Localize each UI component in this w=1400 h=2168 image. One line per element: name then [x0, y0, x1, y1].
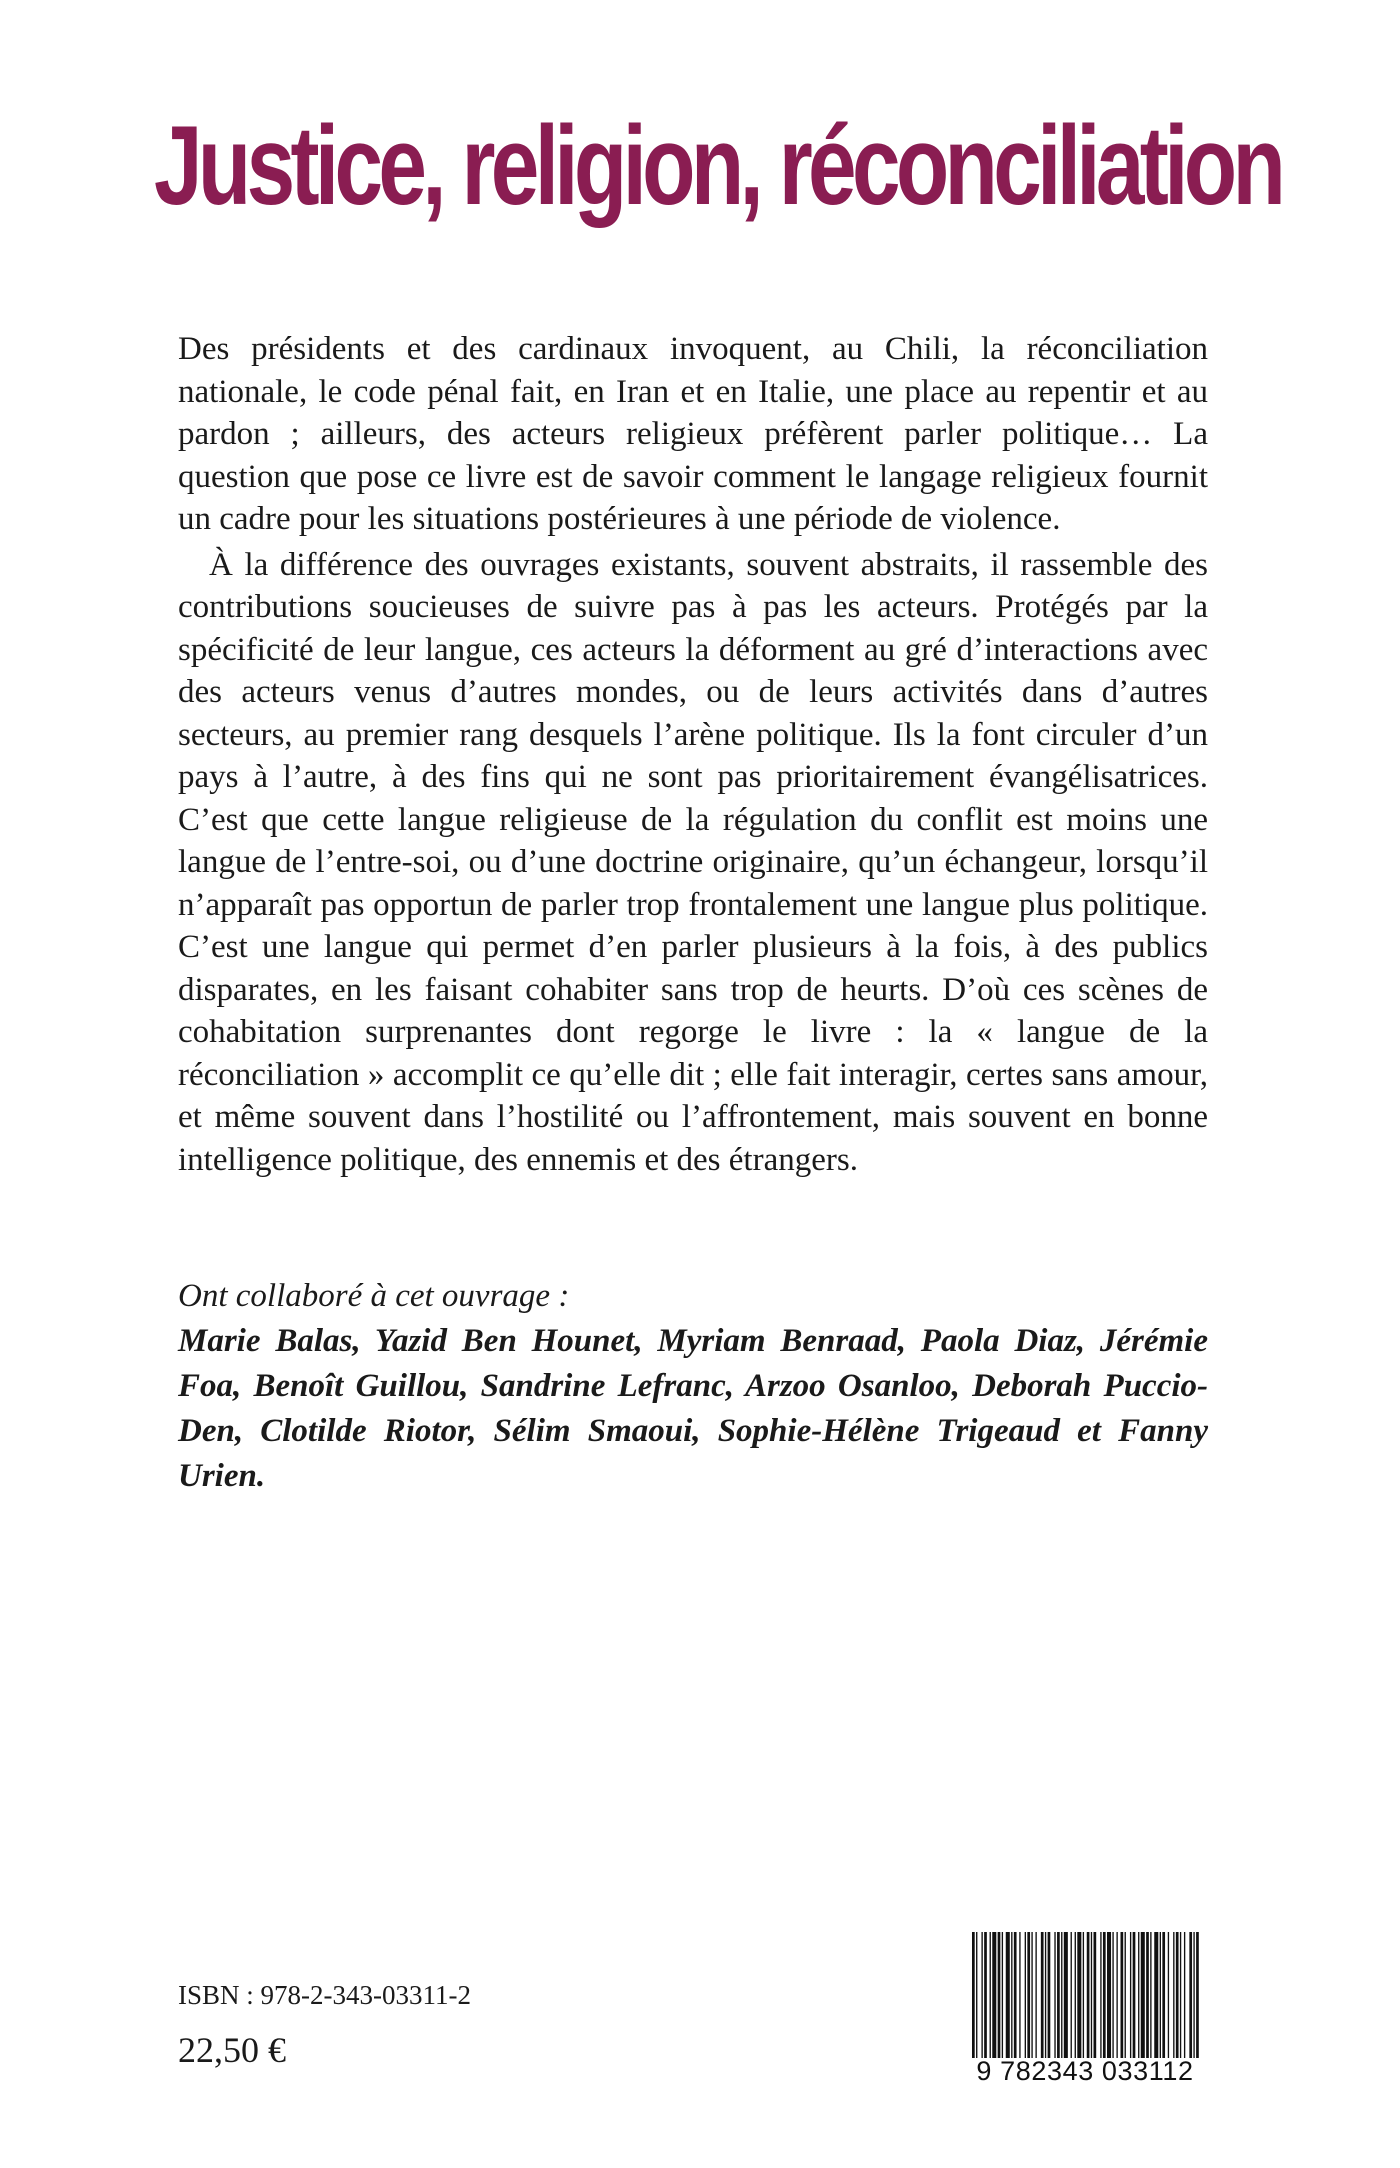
barcode-bar	[984, 1932, 987, 2072]
barcode-bar	[990, 1932, 991, 2072]
isbn: ISBN : 978-2-343-03311-2	[178, 1980, 471, 2010]
blurb	[178, 328, 1208, 1181]
barcode-bar	[1083, 1932, 1084, 2072]
barcode-bar	[1077, 1932, 1081, 2072]
barcode-bar	[976, 1932, 977, 2072]
contributors-list: Marie Balas, Yazid Ben Hounet, Myriam Benraad, Paola Diaz, Jérémie Foa, Benoît Guillou, Sandrine Lefranc, Arzoo Osanloo, Deborah Puccio-Den, Clotilde Riotor, Sélim Smaoui, Sophie-Hélène Trigeaud et Fanny Urien.	[178, 1323, 1208, 1494]
barcode-bar	[1014, 1932, 1017, 2072]
barcode-bar	[1054, 1932, 1055, 2072]
barcode-bar	[1019, 1932, 1020, 2072]
barcode-bar	[1130, 1932, 1131, 2072]
barcode-bar	[998, 1932, 1001, 2072]
barcode-bar	[1133, 1932, 1136, 2072]
barcode-bar	[1006, 1932, 1010, 2072]
barcode-bar	[1176, 1932, 1179, 2072]
barcode-bar	[1160, 1932, 1161, 2072]
barcode	[968, 1932, 1202, 2094]
barcode-bar	[1150, 1932, 1151, 2072]
barcode-bar	[1061, 1932, 1062, 2072]
blurb-paragraph-1: Des présidents et des cardinaux invoquent, au Chili, la réconciliation nationale, le code pénal fait, en Iran et en Italie, une place au repentir et au pardon ; ailleurs, des acteurs religieux préfèrent parler politique… La question que pose ce livre est de savoir comment le langage religieux fournit un cadre pour les situations postérieures à une période de violence.	[178, 331, 1208, 537]
book-title: Justice, religion, réconciliation	[154, 103, 1282, 228]
barcode-bar	[1041, 1932, 1044, 2072]
contributors-section	[178, 1274, 1208, 1499]
barcode-bar	[1193, 1932, 1194, 2072]
barcode-bar	[1048, 1932, 1051, 2072]
barcode-bar	[1125, 1932, 1126, 2072]
barcode-bar	[1091, 1932, 1092, 2072]
barcode-bar	[1002, 1932, 1003, 2072]
barcode-bar	[1141, 1932, 1145, 2072]
barcode-bar	[1064, 1932, 1068, 2072]
barcode-bar	[1138, 1932, 1139, 2072]
barcode-bar	[1025, 1932, 1026, 2072]
barcode-bar	[1180, 1932, 1181, 2072]
barcode-bar	[1087, 1932, 1090, 2072]
barcode-bar	[1011, 1932, 1012, 2072]
barcode-bar	[992, 1932, 996, 2072]
barcode-bar	[1071, 1932, 1072, 2072]
barcode-bars	[968, 1932, 1202, 2072]
barcode-bar	[1107, 1932, 1111, 2072]
barcode-bar	[1112, 1932, 1113, 2072]
contributors-intro: Ont collaboré à cet ouvrage :	[178, 1278, 570, 1314]
barcode-bar	[1154, 1932, 1158, 2072]
barcode-bar	[1045, 1932, 1046, 2072]
barcode-bar	[972, 1932, 975, 2072]
barcode-bar	[1116, 1932, 1117, 2072]
price: 22,50 €	[178, 2030, 286, 2070]
blurb-paragraph-2: À la différence des ouvrages existants, souvent abstraits, il rassemble des contributions soucieuses de suivre pas à pas les acteurs. Protégés par la spécificité de leur langue, ces acteurs la déforment au gré d’interactions avec des acteurs venus d’autres mondes, ou de leurs activités dans d’autres secteurs, au premier rang desquels l’arène politique. Ils la font circuler d’un pays à l’autre, à des fins qui ne sont pas prioritairement évangélisatrices. C’est que cette langue religieuse de la régulation du conflit est moins une langue de l’entre-soi, ou d’une doctrine originaire, qu’un échangeur, lorsqu’il n’apparaît pas opportun de parler trop frontalement une langue plus politique. C’est une langue qui permet d’en parler plusieurs à la fois, à des publics disparates, en les faisant cohabiter sans trop de heurts. D’où ces scènes de cohabitation surprenantes dont regorge le livre : la « langue de la réconciliation » accomplit ce qu’elle dit ; elle fait interagir, certes sans amour, et même souvent dans l’hostilité ou l’affrontement, mais souvent en bonne intelligence politique, des ennemis et des étrangers.	[178, 546, 1208, 1178]
barcode-bar	[1057, 1932, 1060, 2072]
barcode-bar	[981, 1932, 982, 2072]
barcode-bar	[1196, 1932, 1199, 2072]
barcode-bar	[1031, 1932, 1032, 2072]
barcode-bar	[1189, 1932, 1192, 2072]
barcode-bar	[1168, 1932, 1169, 2072]
barcode-bar	[1121, 1932, 1124, 2072]
barcode-bar	[1173, 1932, 1174, 2072]
barcode-bar	[1100, 1932, 1101, 2072]
barcode-bar	[1075, 1932, 1076, 2072]
barcode-bar	[1027, 1932, 1030, 2072]
barcode-bar	[1103, 1932, 1106, 2072]
barcode-bar	[1035, 1932, 1036, 2072]
barcode-bar	[1094, 1932, 1097, 2072]
barcode-bar	[1146, 1932, 1149, 2072]
barcode-bar	[1184, 1932, 1185, 2072]
barcode-bar	[1162, 1932, 1165, 2072]
barcode-digits: 9 782343 033112	[968, 2058, 1202, 2085]
